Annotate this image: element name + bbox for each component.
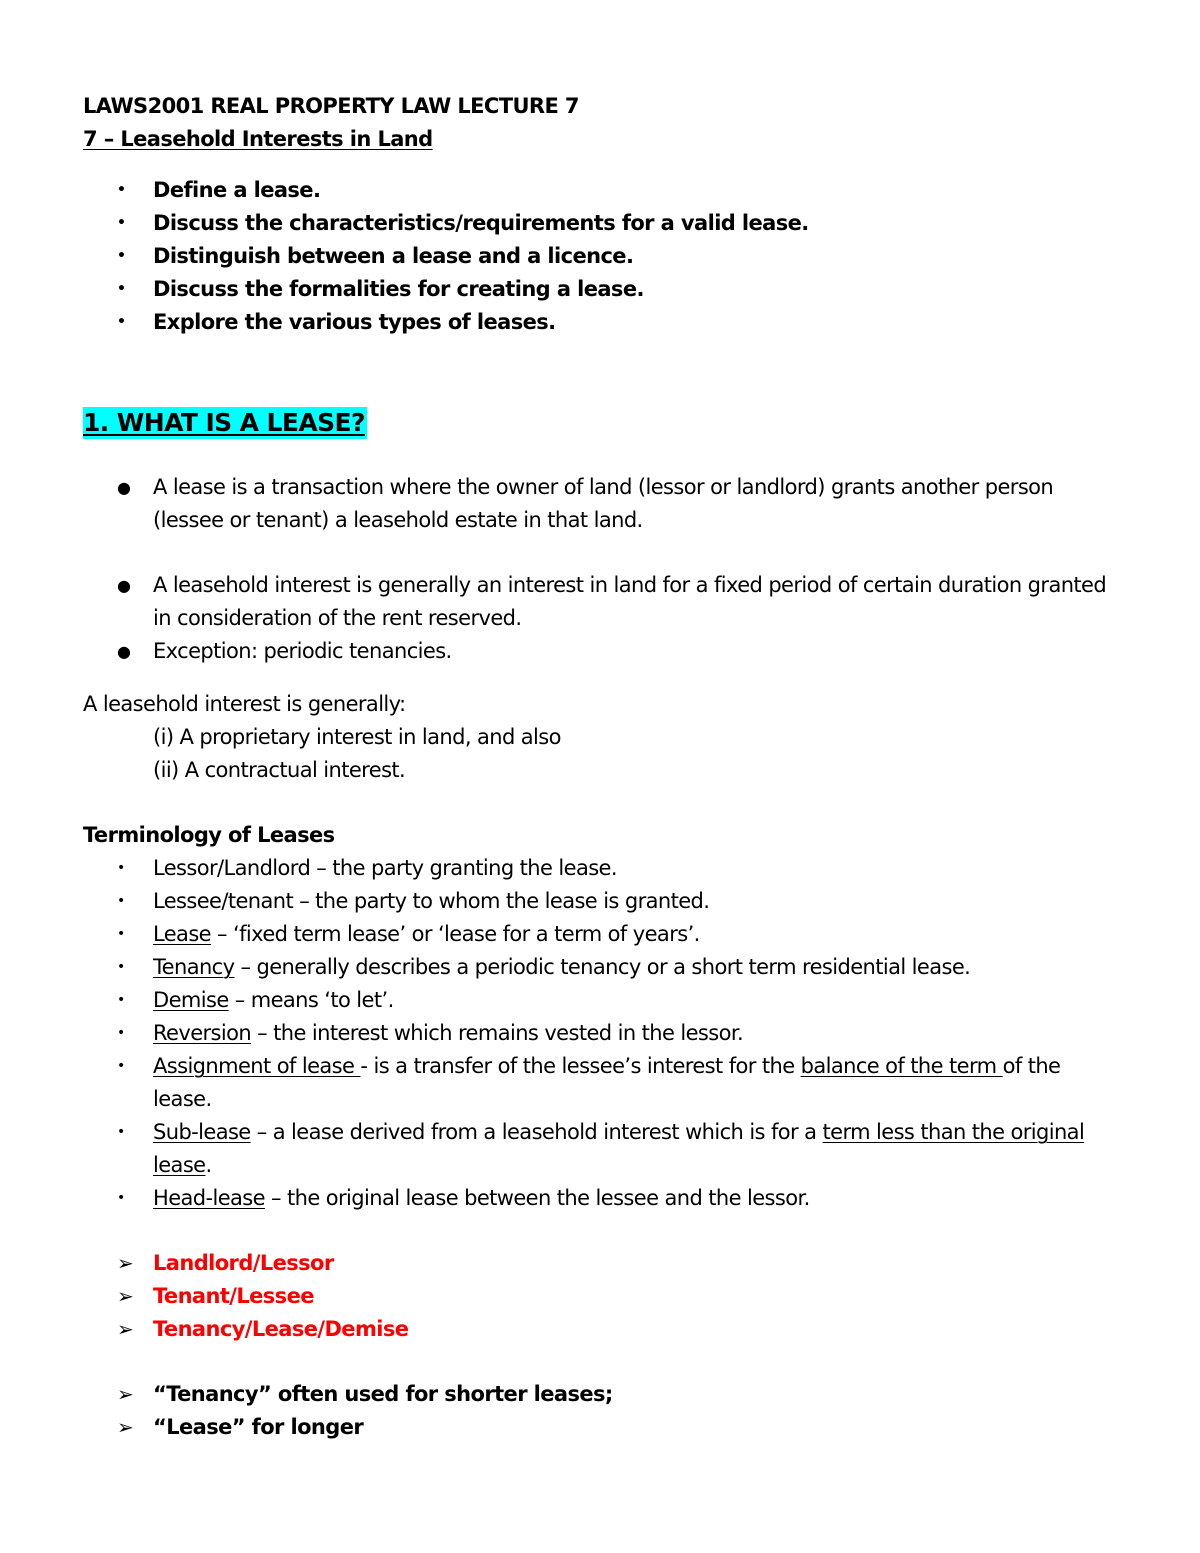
small-bullet-icon: • — [117, 926, 125, 942]
list-item: ● A leasehold interest is generally an interest in land for a fixed period of certain duration granted in consideration of the rent reserved. — [83, 569, 1123, 635]
list-item: ● A lease is a transaction where the owner of land (lessor or landlord) grants another person (lessee or tenant) a leasehold estate in that land. — [83, 471, 1123, 537]
generally-item: (ii) A contractual interest. — [153, 758, 406, 782]
term: Assignment of lease — [153, 1054, 361, 1078]
list-item: • Distinguish between a lease and a licence. — [83, 240, 1123, 273]
red-arrow-list — [83, 1247, 1123, 1346]
list-item: • Assignment of lease - is a transfer of the lessee’s interest for the balance of the term of the lease. — [83, 1050, 1123, 1116]
list-item: • Tenancy – generally describes a periodic tenancy or a short term residential lease. — [83, 951, 1123, 984]
list-item: • Lessor/Landlord – the party granting the lease. — [83, 852, 1123, 885]
small-bullet-icon: • — [117, 1124, 125, 1140]
small-bullet-icon: • — [117, 992, 125, 1008]
term: term less than the original lease — [153, 1120, 1085, 1177]
term: Sub-lease — [153, 1120, 251, 1144]
term: Tenancy — [153, 955, 235, 979]
small-bullet-icon: • — [117, 281, 126, 297]
lease-definition-list — [83, 471, 1123, 668]
small-bullet-icon: • — [117, 1190, 125, 1206]
small-bullet-icon: • — [117, 314, 126, 330]
list-item: • Demise – means ‘to let’. — [83, 984, 1123, 1017]
arrow-bullet-icon: ➢ — [117, 1415, 134, 1439]
small-bullet-icon: • — [117, 182, 126, 198]
round-bullet-icon: ● — [117, 478, 131, 497]
round-bullet-icon: ● — [117, 576, 131, 595]
small-bullet-icon: • — [117, 215, 126, 231]
round-bullet-icon: ● — [117, 642, 131, 661]
list-item: ● Exception: periodic tenancies. — [83, 635, 1123, 668]
section-heading-wrapper — [83, 407, 1123, 439]
term: Reversion — [153, 1021, 252, 1045]
black-arrow-list — [83, 1378, 1123, 1444]
term: Head-lease — [153, 1186, 265, 1210]
small-bullet-icon: • — [117, 1025, 125, 1041]
terminology-list — [83, 852, 1123, 1215]
arrow-bullet-icon: ➢ — [117, 1317, 134, 1341]
list-item: ➢ Tenant/Lessee — [83, 1280, 1123, 1313]
list-item: • Define a lease. — [83, 174, 1123, 207]
list-item: • Sub-lease – a lease derived from a leasehold interest which is for a term less than the original lease. — [83, 1116, 1123, 1182]
arrow-bullet-icon: ➢ — [117, 1284, 134, 1308]
list-item: • Discuss the characteristics/requirements for a valid lease. — [83, 207, 1123, 240]
lecture-subtitle: 7 – Leasehold Interests in Land — [83, 127, 433, 151]
arrow-bullet-icon: ➢ — [117, 1251, 134, 1275]
list-item: • Lessee/tenant – the party to whom the lease is granted. — [83, 885, 1123, 918]
term: Lease — [153, 922, 211, 946]
objectives-list — [83, 174, 1123, 339]
small-bullet-icon: • — [117, 959, 125, 975]
section-heading: 1. WHAT IS A LEASE? — [83, 408, 365, 437]
terminology-heading: Terminology of Leases — [83, 823, 335, 847]
list-item: • Reversion – the interest which remains vested in the lessor. — [83, 1017, 1123, 1050]
list-item: ➢ Tenancy/Lease/Demise — [83, 1313, 1123, 1346]
term: balance of the term — [800, 1054, 1003, 1078]
list-item: ➢ Landlord/Lessor — [83, 1247, 1123, 1280]
small-bullet-icon: • — [117, 893, 125, 909]
term: Demise — [153, 988, 229, 1012]
small-bullet-icon: • — [117, 860, 125, 876]
small-bullet-icon: • — [117, 248, 126, 264]
list-item: ➢ “Tenancy” often used for shorter leases; — [83, 1378, 1123, 1411]
generally-intro: A leasehold interest is generally: — [83, 692, 406, 716]
arrow-bullet-icon: ➢ — [117, 1382, 134, 1406]
document-page — [83, 90, 1123, 1444]
list-item: • Explore the various types of leases. — [83, 306, 1123, 339]
list-item: ➢ “Lease” for longer — [83, 1411, 1123, 1444]
list-item: • Lease – ‘fixed term lease’ or ‘lease for a term of years’. — [83, 918, 1123, 951]
small-bullet-icon: • — [117, 1058, 125, 1074]
generally-item: (i) A proprietary interest in land, and also — [153, 725, 561, 749]
list-item: • Discuss the formalities for creating a lease. — [83, 273, 1123, 306]
course-title: LAWS2001 REAL PROPERTY LAW LECTURE 7 — [83, 94, 579, 118]
list-item: • Head-lease – the original lease between the lessee and the lessor. — [83, 1182, 1123, 1215]
